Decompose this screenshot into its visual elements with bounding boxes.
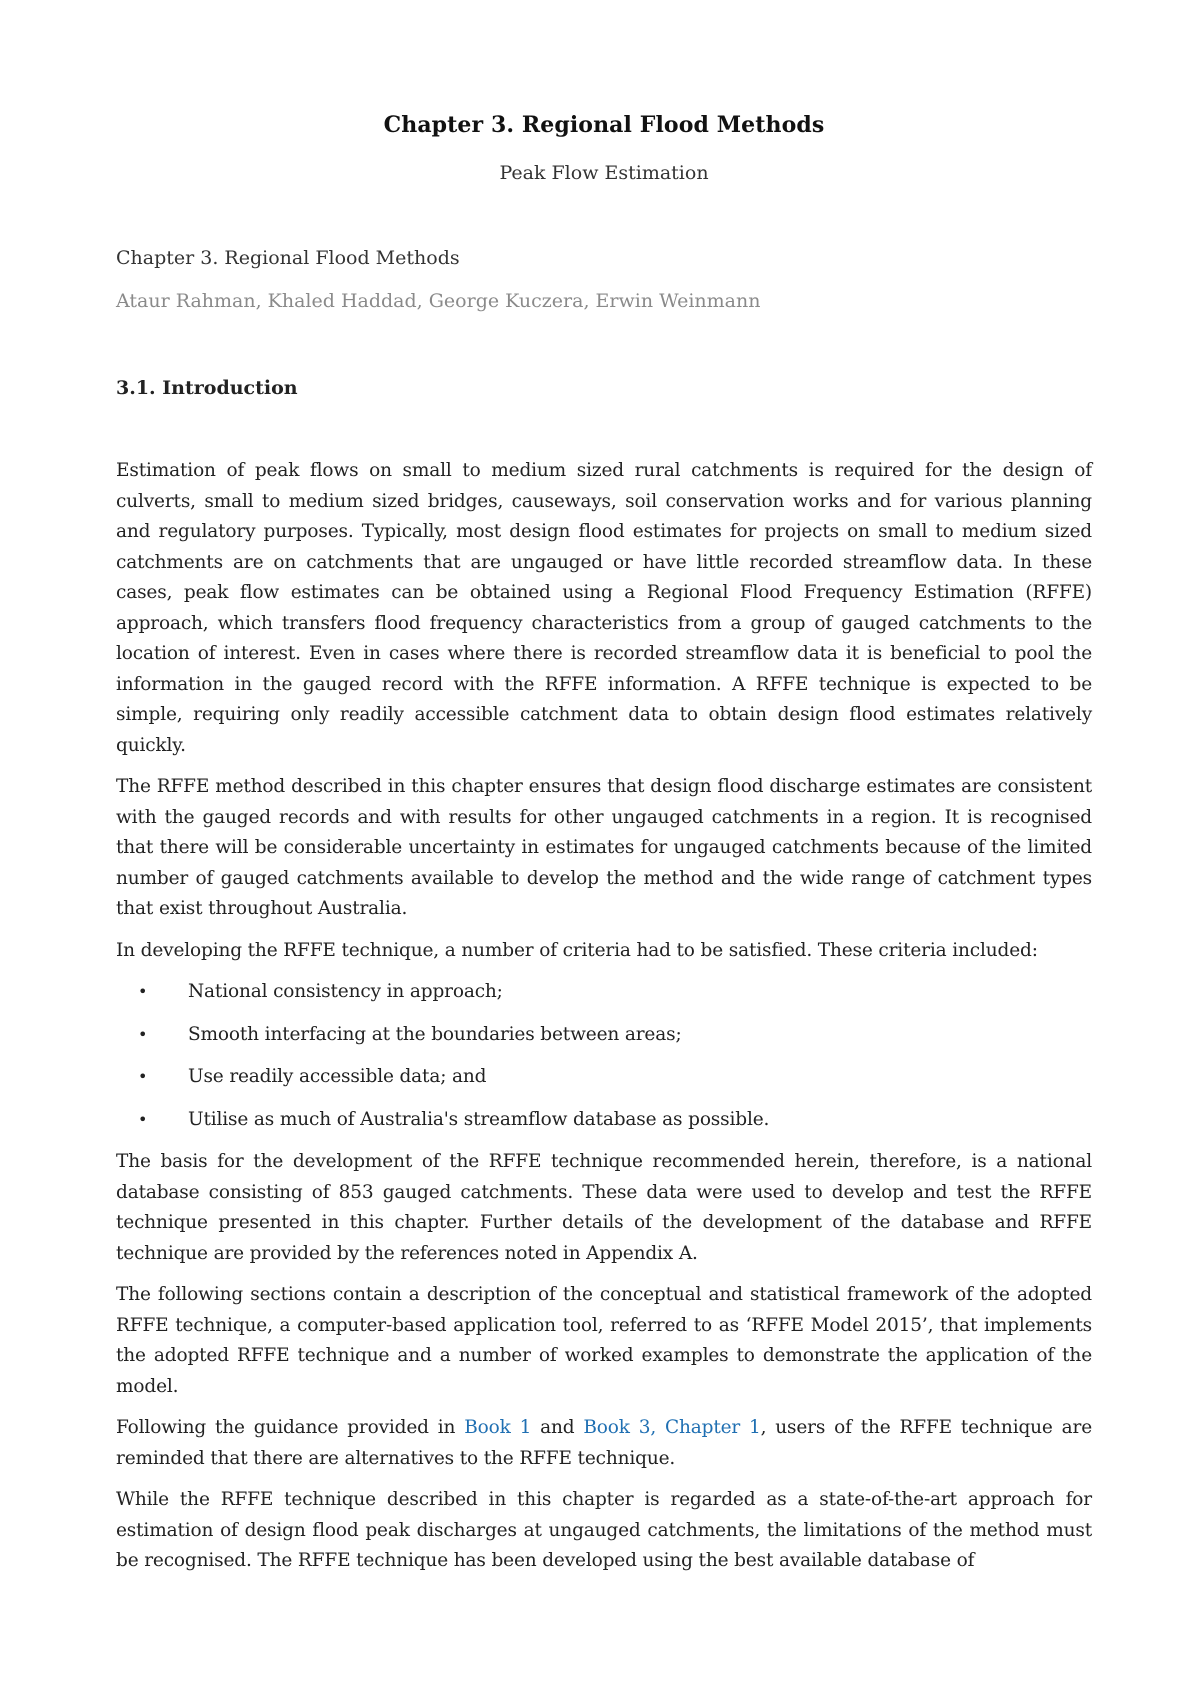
document-subtitle: Peak Flow Estimation: [499, 162, 709, 184]
paragraph-6-between: and: [531, 1417, 584, 1438]
section-heading: 3.1. Introduction: [116, 377, 298, 399]
chapter-line: Chapter 3. Regional Flood Methods: [116, 247, 460, 269]
paragraph-3: In developing the RFFE technique, a number of criteria had to be satisfied. These criteria included:: [116, 939, 1038, 961]
bullet-icon: •: [138, 1067, 148, 1086]
paragraph-1: Estimation of peak flows on small to medium sized rural catchments is required for the design of culverts, small to medium sized bridges, causeways, soil conservation works and for various planning and regulatory purposes. Typically, most design flood estimates for projects on small to medium sized catchments are on catchments that are ungauged or have little recorded streamflow data. In these cases, peak flow estimates can be obtained using a Regional Flood Frequency Estimation (RFFE) approach, which transfers flood frequency characteristics from a group of gauged catchments to the location of interest. Even in cases where there is recorded streamflow data it is beneficial to pool the information in the gauged record with the RFFE information. A RFFE technique is expected to be simple, requiring only readily accessible catchment data to obtain design flood estimates relatively quickly.: [116, 460, 1092, 756]
list-item: [116, 1105, 1092, 1136]
paragraph-6: [116, 1413, 1092, 1474]
book-3-chapter-1-link[interactable]: Book 3, Chapter 1: [583, 1417, 761, 1438]
paragraph-6-after: , users of the RFFE technique are reminded that there are alternatives to the RFFE technique.: [116, 1417, 1092, 1469]
list-item-text: Smooth interfacing at the boundaries between areas;: [188, 1023, 682, 1045]
list-item-text: Utilise as much of Australia's streamflow database as possible.: [188, 1108, 770, 1130]
list-item: [116, 977, 1092, 1008]
paragraph-7: While the RFFE technique described in this chapter is regarded as a state-of-the-art approach for estimation of design flood peak discharges at ungauged catchments, the limitations of the method must be recognised. The RFFE technique has been developed using the best available database of: [116, 1489, 1092, 1571]
paragraph-2: The RFFE method described in this chapter ensures that design flood discharge estimates are consistent with the gauged records and with results for other ungauged catchments in a region. It is recognised that there will be considerable uncertainty in estimates for ungauged catchments because of the limited number of gauged catchments available to develop the method and the wide range of catchment types that exist throughout Australia.: [116, 776, 1092, 919]
list-item-text: National consistency in approach;: [188, 981, 503, 1002]
book-1-link[interactable]: Book 1: [464, 1417, 532, 1438]
list-item: [116, 1062, 1092, 1093]
paragraph-5: The following sections contain a description of the conceptual and statistical framework of the adopted RFFE technique, a computer-based application tool, referred to as ‘RFFE Model 2015’, that implements the adopted RFFE technique and a number of worked examples to demonstrate the application of the model.: [116, 1284, 1092, 1397]
authors-line: Ataur Rahman, Khaled Haddad, George Kuczera, Erwin Weinmann: [116, 290, 761, 312]
body-text: [116, 456, 1092, 1588]
document-title: Chapter 3. Regional Flood Methods: [383, 112, 825, 138]
criteria-list: [116, 977, 1092, 1135]
bullet-icon: •: [138, 1024, 148, 1044]
list-item-text: Use readily accessible data; and: [188, 1066, 487, 1087]
paragraph-6-before: Following the guidance provided in: [116, 1417, 465, 1438]
bullet-icon: •: [138, 1109, 148, 1129]
paragraph-4: The basis for the development of the RFFE technique recommended herein, therefore, is a national database consisting of 853 gauged catchments. These data were used to develop and test the RFFE technique presented in this chapter. Further details of the development of the database and RFFE technique are provided by the references noted in Appendix A.: [116, 1151, 1092, 1264]
list-item: [116, 1020, 1092, 1051]
bullet-icon: •: [138, 982, 148, 1001]
